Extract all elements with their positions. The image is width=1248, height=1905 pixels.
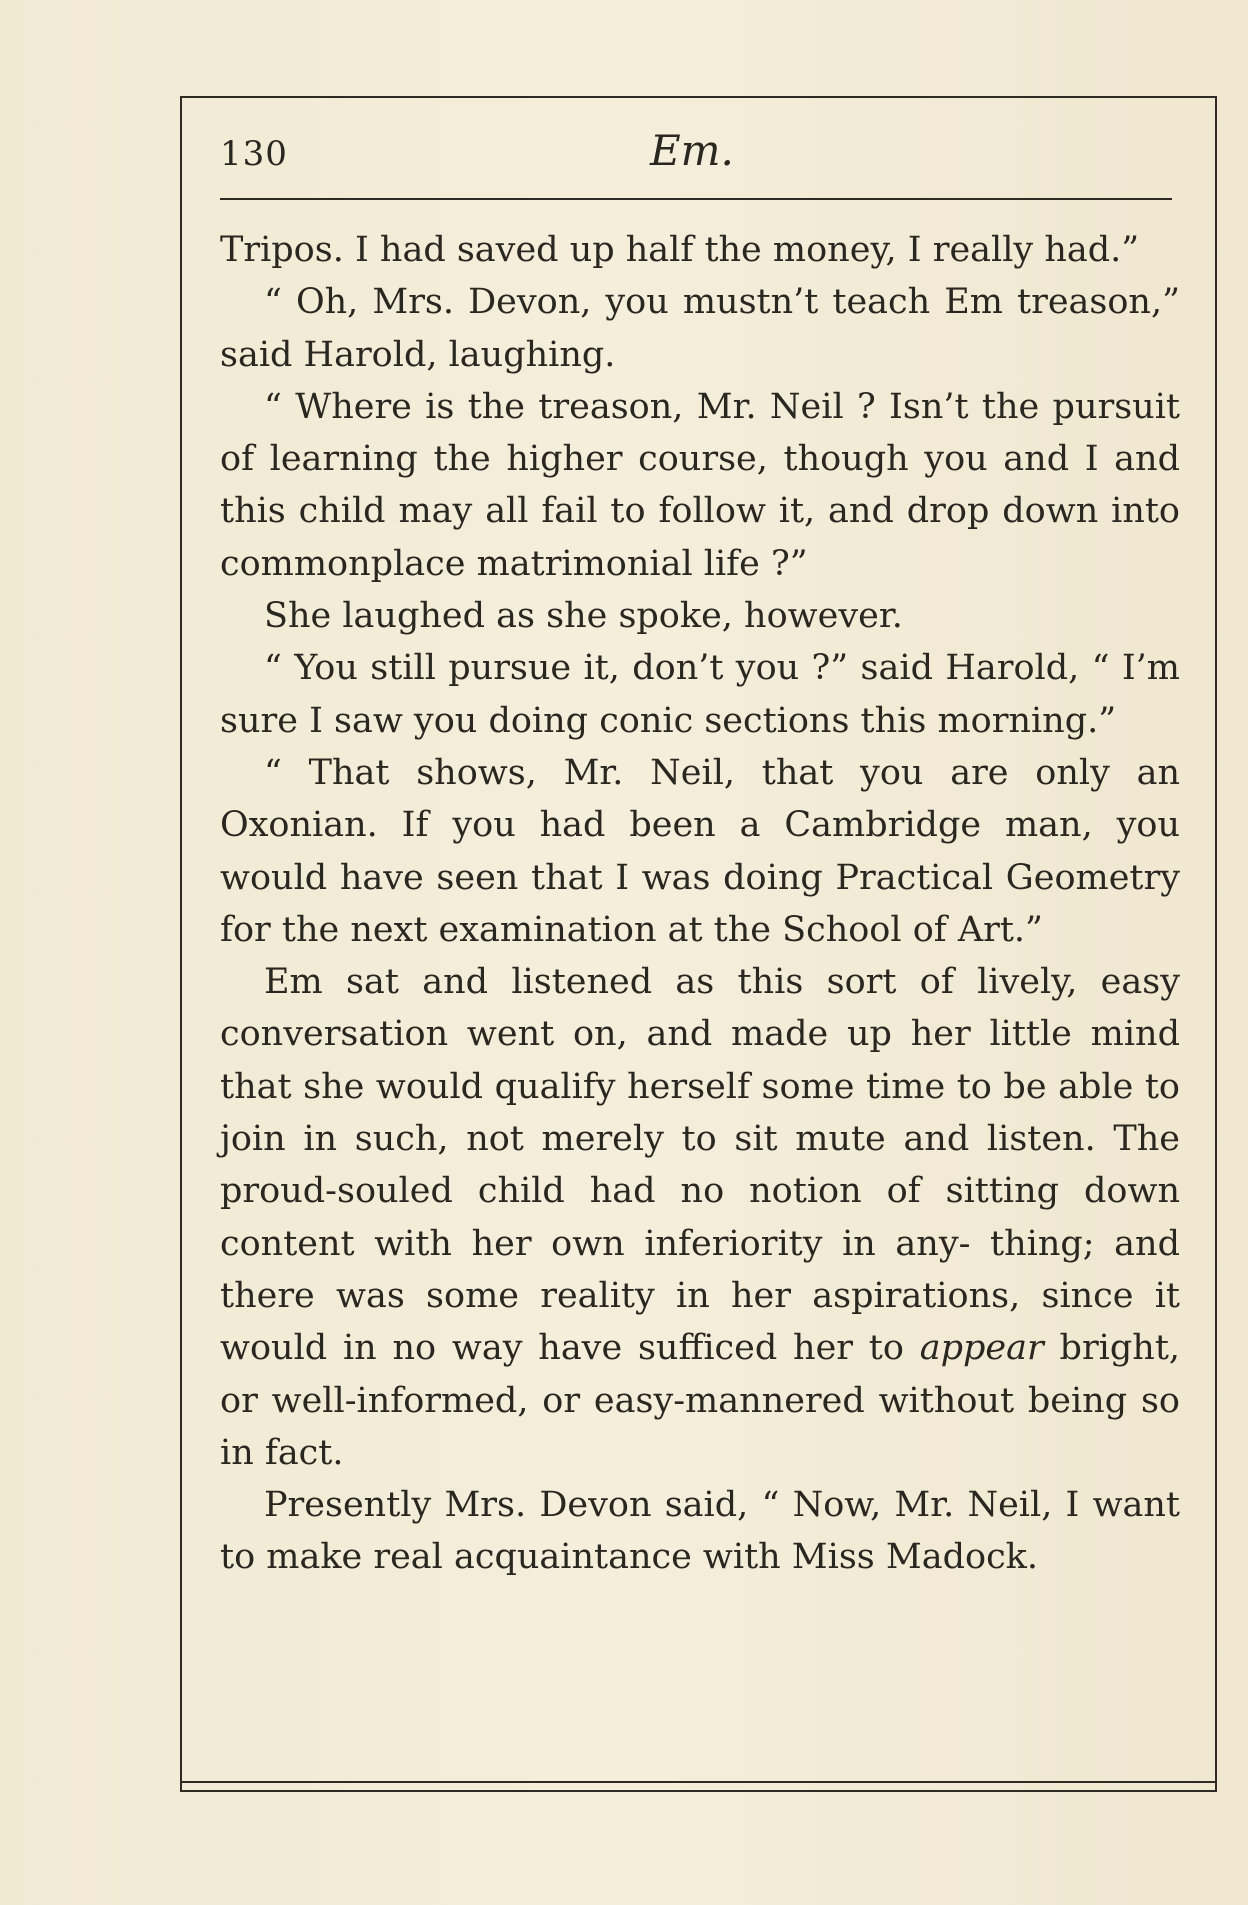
paragraph: She laughed as she spoke, however. <box>264 596 903 637</box>
bottom-rule <box>180 1781 1217 1783</box>
paragraph <box>220 956 1180 1479</box>
page-header <box>220 122 1180 182</box>
body-text <box>220 224 1180 1584</box>
paragraph: Tripos. I had saved up half the money, I really had.” <box>220 230 1140 270</box>
running-title: Em. <box>650 126 734 175</box>
paragraph: Presently Mrs. Devon said, “ Now, Mr. Neil, I want to make real acquaintance with Miss Madock. <box>220 1485 1180 1578</box>
page-number: 130 <box>220 134 288 174</box>
header-rule <box>220 198 1172 200</box>
paragraph-text: Em sat and listened as this sort of lively, easy conversation went on, and made up her little mind that she would qualify herself some time to be able to join in such, not merely to sit mute and listen. The proud-souled child had no notion of sitting down content with her own inferiority in any- thing; and there was some reality in her aspirations, since it would in no way have sufficed her to <box>220 962 1180 1369</box>
paragraph: “ Where is the treason, Mr. Neil ? Isn’t the pursuit of learning the higher course, though you and I and this child may all fail to follow it, and drop down into commonplace matrimonial life ?” <box>220 386 1180 584</box>
italic-emphasis: appear <box>919 1328 1044 1369</box>
paragraph-text: bright, or well-informed, or easy-mannered without being so in fact. <box>220 1328 1181 1473</box>
paragraph: “ That shows, Mr. Neil, that you are only an Oxonian. If you had been a Cambridge man, you would have seen that I was doing Practical Geometry for the next examination at the School of Art.” <box>220 752 1180 950</box>
paragraph: “ You still pursue it, don’t you ?” said Harold, “ I’m sure I saw you doing conic sections this morning.” <box>220 648 1180 741</box>
paragraph: “ Oh, Mrs. Devon, you mustn’t teach Em treason,” said Harold, laughing. <box>220 282 1180 375</box>
